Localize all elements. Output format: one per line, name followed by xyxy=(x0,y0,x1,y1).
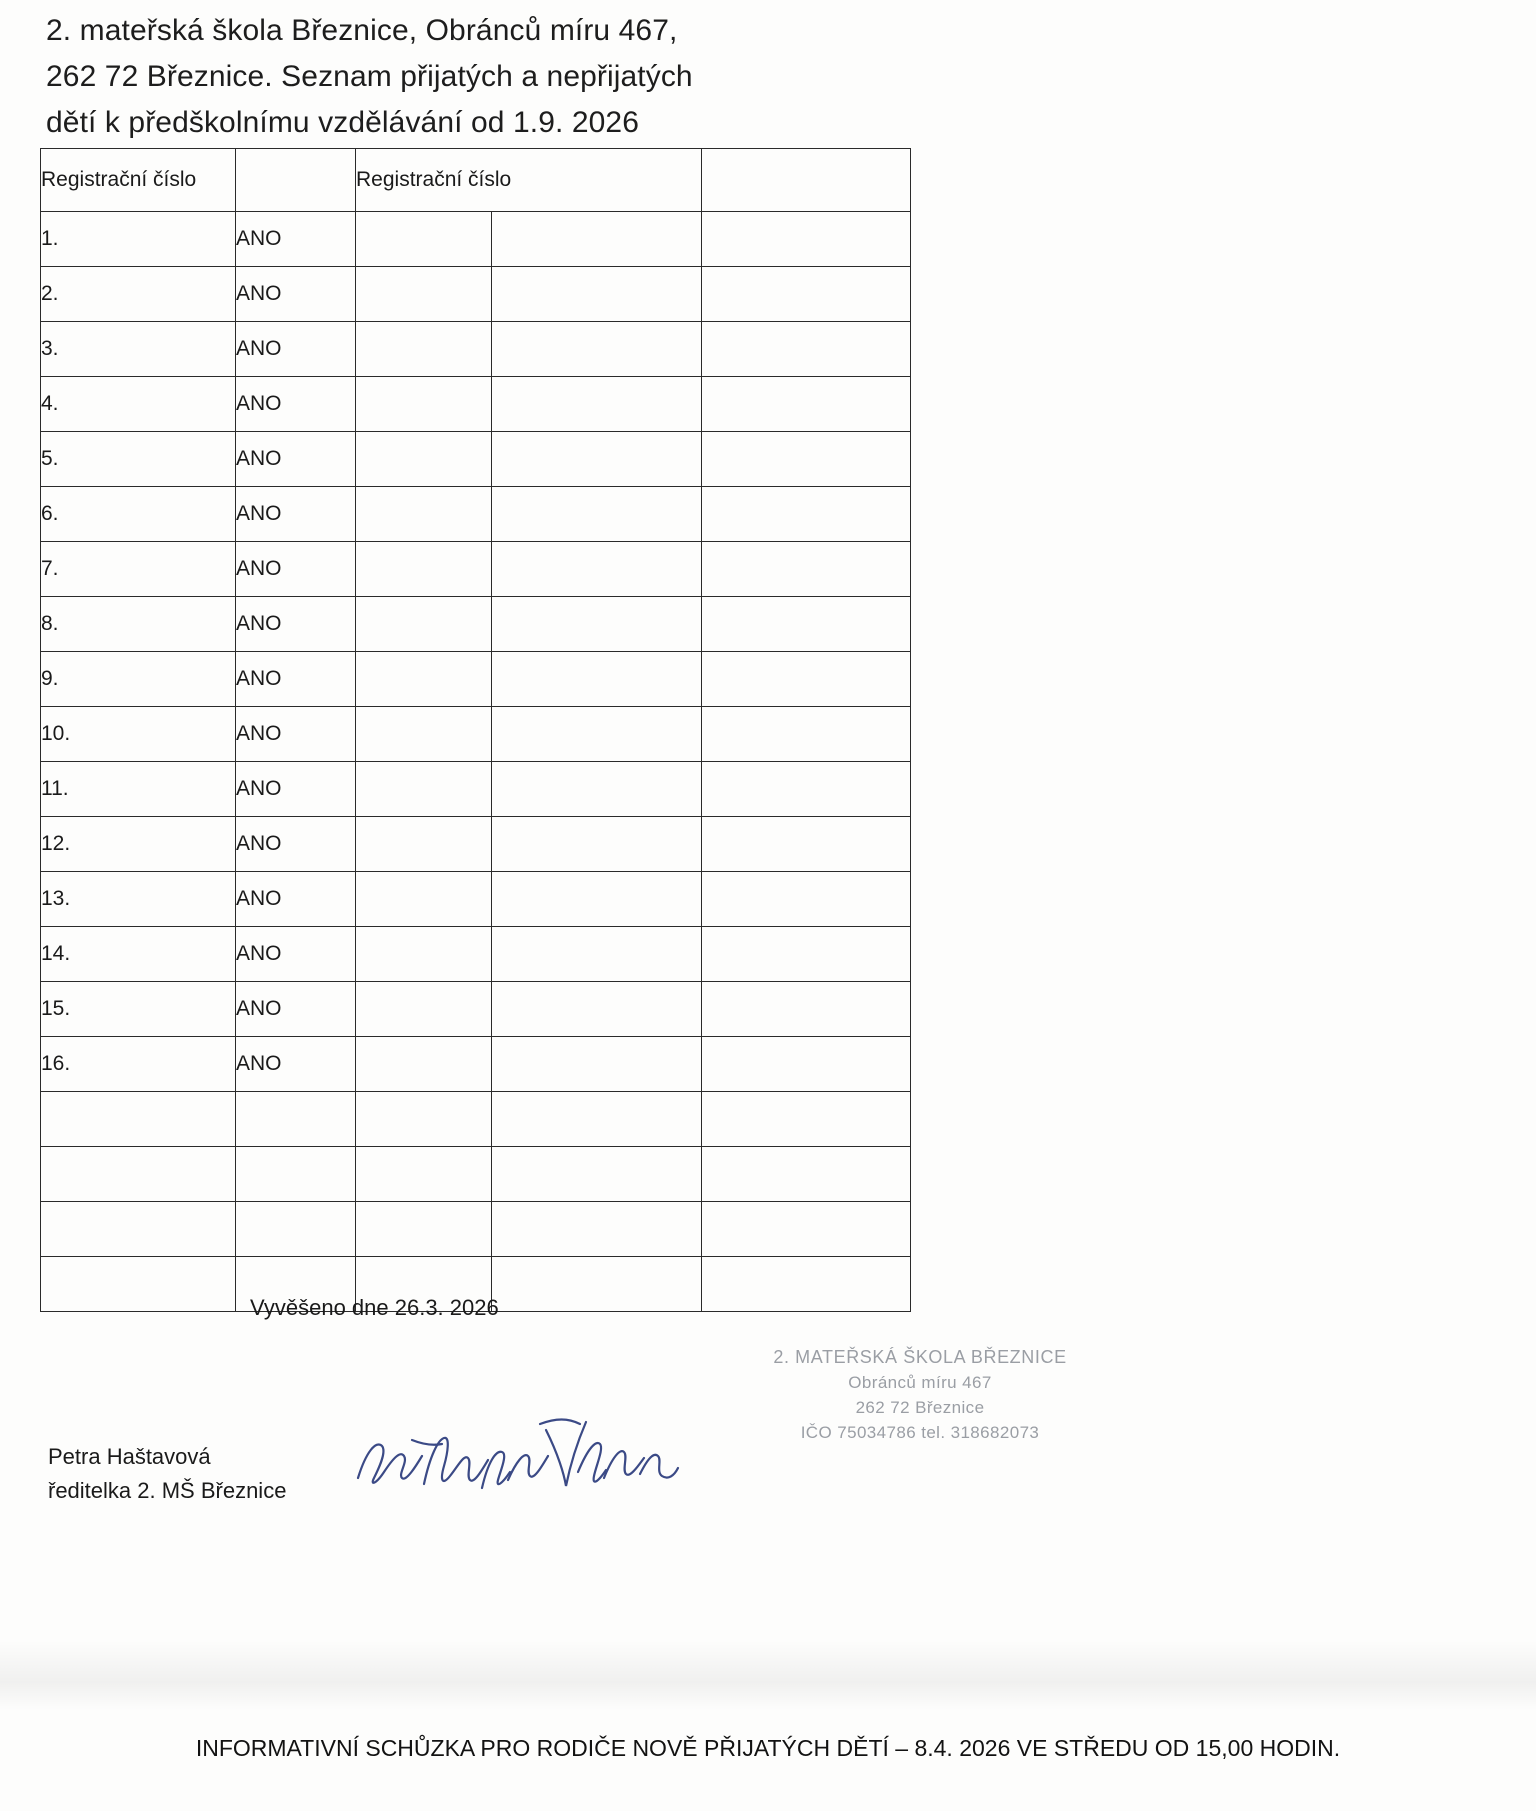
cell-registration-number-2 xyxy=(492,212,702,267)
cell-registration-number-2 xyxy=(492,542,702,597)
page-title-line-3: dětí k předškolnímu vzdělávání od 1.9. 2026 xyxy=(46,106,640,139)
cell-empty-c xyxy=(356,432,492,487)
cell-result-2 xyxy=(702,982,911,1037)
cell-empty-c xyxy=(356,267,492,322)
stamp-line-1: 2. MATEŘSKÁ ŠKOLA BŘEZNICE xyxy=(773,1347,1067,1367)
cell-empty-c xyxy=(356,1037,492,1092)
cell-registration-number-2 xyxy=(492,1092,702,1147)
table-row xyxy=(41,1092,911,1147)
cell-empty-c xyxy=(356,652,492,707)
cell-result-2 xyxy=(702,597,911,652)
cell-registration-number: 10. xyxy=(41,707,236,762)
table-row xyxy=(41,322,911,377)
cell-result: ANO xyxy=(236,1037,356,1092)
cell-result: ANO xyxy=(236,212,356,267)
cell-result xyxy=(236,1147,356,1202)
cell-registration-number-2 xyxy=(492,927,702,982)
cell-registration-number-2 xyxy=(492,322,702,377)
column-header-result-1 xyxy=(236,149,356,212)
stamp-line-3: 262 72 Březnice xyxy=(855,1398,985,1417)
cell-empty-c xyxy=(356,1092,492,1147)
table-header-row xyxy=(41,149,911,212)
column-header-result-2 xyxy=(702,149,911,212)
cell-result-2 xyxy=(702,872,911,927)
cell-result: ANO xyxy=(236,597,356,652)
cell-registration-number-2 xyxy=(492,817,702,872)
cell-result: ANO xyxy=(236,322,356,377)
posted-date: Vyvěšeno dne 26.3. 2026 xyxy=(250,1295,499,1320)
cell-result-2 xyxy=(702,322,911,377)
cell-empty-c xyxy=(356,597,492,652)
cell-empty-c xyxy=(356,707,492,762)
cell-result-2 xyxy=(702,542,911,597)
signer-title: ředitelka 2. MŠ Březnice xyxy=(48,1478,287,1503)
official-stamp xyxy=(770,1345,1070,1445)
cell-result-2 xyxy=(702,267,911,322)
cell-result-2 xyxy=(702,927,911,982)
cell-registration-number: 15. xyxy=(41,982,236,1037)
table-row xyxy=(41,432,911,487)
cell-registration-number: 16. xyxy=(41,1037,236,1092)
cell-empty-c xyxy=(356,542,492,597)
cell-result: ANO xyxy=(236,487,356,542)
cell-result: ANO xyxy=(236,762,356,817)
cell-result: ANO xyxy=(236,982,356,1037)
handwritten-signature xyxy=(350,1400,680,1510)
cell-result: ANO xyxy=(236,872,356,927)
cell-registration-number xyxy=(41,1257,236,1312)
cell-result-2 xyxy=(702,1037,911,1092)
cell-empty-c xyxy=(356,487,492,542)
cell-registration-number-2 xyxy=(492,597,702,652)
cell-result-2 xyxy=(702,1147,911,1202)
cell-registration-number-2 xyxy=(492,267,702,322)
cell-registration-number: 12. xyxy=(41,817,236,872)
cell-result-2 xyxy=(702,707,911,762)
cell-registration-number: 13. xyxy=(41,872,236,927)
registration-table xyxy=(40,148,911,1312)
cell-registration-number: 2. xyxy=(41,267,236,322)
cell-result: ANO xyxy=(236,377,356,432)
cell-result-2 xyxy=(702,652,911,707)
cell-empty-c xyxy=(356,817,492,872)
table-row xyxy=(41,652,911,707)
signer-block xyxy=(48,1440,286,1508)
table-row xyxy=(41,542,911,597)
table-row xyxy=(41,927,911,982)
cell-result: ANO xyxy=(236,652,356,707)
cell-registration-number: 3. xyxy=(41,322,236,377)
cell-registration-number: 6. xyxy=(41,487,236,542)
cell-registration-number: 1. xyxy=(41,212,236,267)
cell-registration-number-2 xyxy=(492,652,702,707)
table-row xyxy=(41,267,911,322)
table-row xyxy=(41,1147,911,1202)
cell-registration-number-2 xyxy=(492,432,702,487)
footer-note: INFORMATIVNÍ SCHŮZKA PRO RODIČE NOVĚ PŘIJATÝCH DĚTÍ – 8.4. 2026 VE STŘEDU OD 15,00 HODIN. xyxy=(195,1735,1341,1761)
table-row xyxy=(41,762,911,817)
cell-registration-number: 11. xyxy=(41,762,236,817)
cell-registration-number: 14. xyxy=(41,927,236,982)
cell-result-2 xyxy=(702,1257,911,1312)
cell-registration-number: 8. xyxy=(41,597,236,652)
table-row xyxy=(41,982,911,1037)
cell-empty-c xyxy=(356,872,492,927)
cell-registration-number: 9. xyxy=(41,652,236,707)
cell-result xyxy=(236,1202,356,1257)
table-row xyxy=(41,487,911,542)
cell-empty-c xyxy=(356,322,492,377)
cell-registration-number-2 xyxy=(492,762,702,817)
scan-edge-shadow xyxy=(0,1640,1536,1710)
table-row xyxy=(41,872,911,927)
cell-empty-c xyxy=(356,212,492,267)
cell-registration-number-2 xyxy=(492,707,702,762)
table-row xyxy=(41,707,911,762)
cell-registration-number xyxy=(41,1147,236,1202)
cell-registration-number: 4. xyxy=(41,377,236,432)
cell-result: ANO xyxy=(236,267,356,322)
cell-empty-c xyxy=(356,982,492,1037)
column-header-registration-number-2: Registrační číslo xyxy=(356,149,702,212)
table-row xyxy=(41,1037,911,1092)
cell-result-2 xyxy=(702,1202,911,1257)
page-title-line-2: 262 72 Březnice. Seznam přijatých a nepřijatých xyxy=(46,60,693,93)
cell-empty-c xyxy=(356,377,492,432)
table-row xyxy=(41,212,911,267)
cell-result-2 xyxy=(702,762,911,817)
cell-empty-c xyxy=(356,927,492,982)
signer-name: Petra Haštavová xyxy=(48,1444,211,1469)
cell-registration-number-2 xyxy=(492,377,702,432)
cell-result: ANO xyxy=(236,927,356,982)
cell-registration-number: 5. xyxy=(41,432,236,487)
cell-result-2 xyxy=(702,817,911,872)
cell-empty-c xyxy=(356,1147,492,1202)
cell-registration-number-2 xyxy=(492,1257,702,1312)
cell-registration-number-2 xyxy=(492,872,702,927)
table-row xyxy=(41,817,911,872)
cell-registration-number xyxy=(41,1202,236,1257)
page-title-line-1: 2. mateřská škola Březnice, Obránců míru 467, xyxy=(46,14,678,47)
table-row xyxy=(41,1202,911,1257)
cell-result-2 xyxy=(702,487,911,542)
cell-registration-number xyxy=(41,1092,236,1147)
cell-result: ANO xyxy=(236,707,356,762)
cell-empty-c xyxy=(356,762,492,817)
cell-registration-number-2 xyxy=(492,487,702,542)
table-row xyxy=(41,597,911,652)
cell-result: ANO xyxy=(236,542,356,597)
cell-result: ANO xyxy=(236,817,356,872)
column-header-registration-number-1: Registrační číslo xyxy=(41,149,236,212)
cell-registration-number-2 xyxy=(492,1037,702,1092)
cell-empty-c xyxy=(356,1202,492,1257)
table-row xyxy=(41,377,911,432)
cell-result-2 xyxy=(702,377,911,432)
cell-result-2 xyxy=(702,212,911,267)
cell-result xyxy=(236,1092,356,1147)
page-title xyxy=(46,8,1046,146)
stamp-line-2: Obránců míru 467 xyxy=(848,1373,992,1392)
cell-registration-number: 7. xyxy=(41,542,236,597)
cell-result: ANO xyxy=(236,432,356,487)
cell-result-2 xyxy=(702,1092,911,1147)
cell-registration-number-2 xyxy=(492,1147,702,1202)
cell-registration-number-2 xyxy=(492,1202,702,1257)
stamp-line-4: IČO 75034786 tel. 318682073 xyxy=(800,1423,1040,1442)
cell-result-2 xyxy=(702,432,911,487)
cell-registration-number-2 xyxy=(492,982,702,1037)
